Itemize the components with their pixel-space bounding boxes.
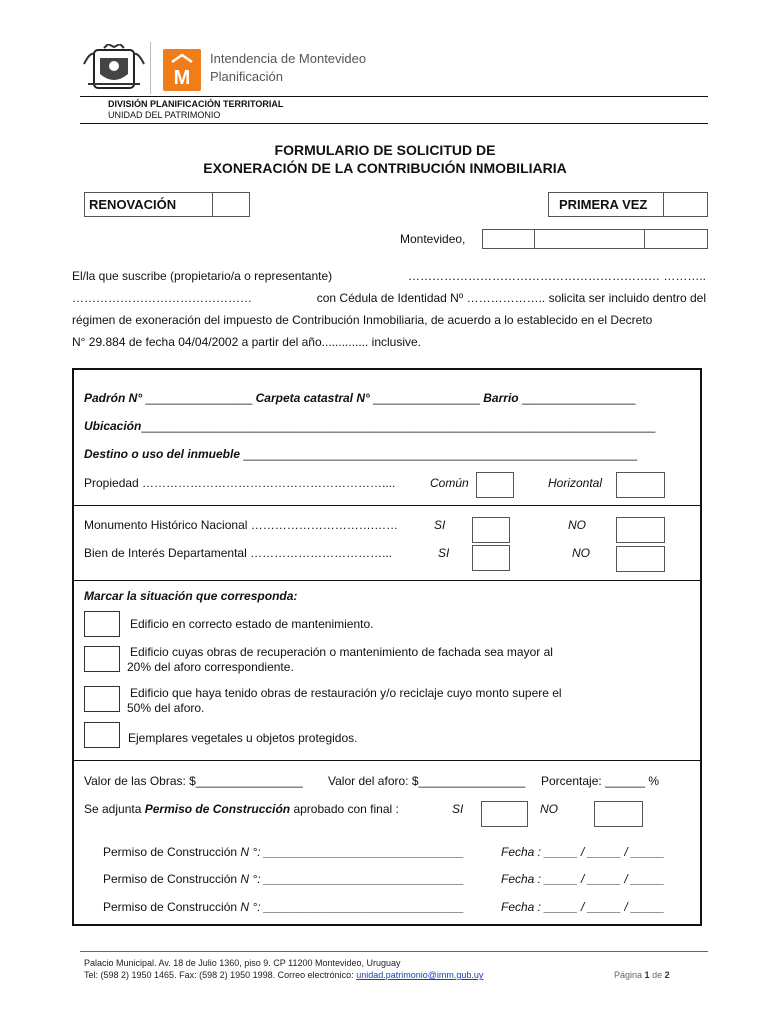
situacion-option-4: Ejemplares vegetales u objetos protegidos.	[128, 731, 358, 745]
permiso-label: Permiso de Construcción	[103, 900, 238, 914]
adjunta-no-label: NO	[540, 802, 558, 816]
intro-line3: régimen de exoneración del impuesto de Contribución Inmobiliaria, de acuerdo a lo establecido en el Decreto	[72, 313, 653, 327]
footer-rule	[80, 951, 708, 952]
intro-line1-text: El/la que suscribe (propietario/a o representante)	[72, 269, 333, 283]
padron-field[interactable]: ________________	[145, 391, 253, 405]
date-month-field[interactable]	[534, 229, 645, 249]
padron-label: Padrón N°	[84, 391, 143, 405]
carpeta-field[interactable]: ________________	[373, 391, 480, 405]
bien-si-checkbox[interactable]	[472, 545, 510, 571]
date-city-label: Montevideo,	[400, 232, 466, 246]
intro-line4: N° 29.884 de fecha 04/04/2002 a partir del año.............. inclusive.	[72, 335, 422, 349]
date-year-field[interactable]	[644, 229, 708, 249]
renovacion-checkbox[interactable]	[212, 192, 250, 217]
division-name: DIVISIÓN PLANIFICACIÓN TERRITORIAL	[108, 99, 284, 109]
adjunta-si-checkbox[interactable]	[481, 801, 528, 827]
situacion-option-2-line2: 20% del aforo correspondiente.	[127, 660, 294, 674]
situacion-option-1: Edificio en correcto estado de mantenimiento.	[130, 617, 374, 631]
form-title-line2: EXONERACIÓN DE LA CONTRIBUCIÓN INMOBILIARIA	[203, 160, 567, 176]
renovacion-label-box	[84, 192, 213, 217]
org-department: Planificación	[210, 69, 283, 84]
permiso-row-1	[103, 845, 464, 859]
padron-row	[84, 391, 635, 405]
carpeta-label: Carpeta catastral N°	[255, 391, 370, 405]
primera-vez-checkbox[interactable]	[663, 192, 708, 217]
intro-line2	[72, 287, 706, 309]
bien-no-checkbox[interactable]	[616, 546, 665, 572]
situacion-option-2-line1: Edificio cuyas obras de recuperación o mantenimiento de fachada sea mayor al	[130, 645, 553, 659]
page-of: de	[652, 970, 663, 980]
permiso-number-field[interactable]: N °: ______________________________	[240, 845, 465, 859]
footer-contact-text: Tel: (598 2) 1950 1465. Fax: (598 2) 1950 1998. Correo electrónico:	[84, 970, 354, 980]
comun-label: Común	[430, 476, 469, 490]
permiso-fecha-field[interactable]: Fecha : _____ / _____ / _____	[501, 845, 665, 859]
bien-no-label: NO	[572, 546, 590, 560]
page-number	[614, 970, 670, 980]
barrio-label: Barrio	[483, 391, 519, 405]
primera-vez-label: PRIMERA VEZ	[559, 197, 648, 212]
unit-name: UNIDAD DEL PATRIMONIO	[108, 110, 221, 120]
adjunta-no-checkbox[interactable]	[594, 801, 643, 827]
header-rule-bottom	[80, 123, 708, 124]
ubicacion-field[interactable]: _____________________________________________________________________________	[141, 419, 656, 433]
intro-line1	[72, 265, 706, 287]
date-day-field[interactable]	[482, 229, 535, 249]
monumento-no-label: NO	[568, 518, 586, 532]
situacion-option-3-line1: Edificio que haya tenido obras de restauración y/o reciclaje cuyo monto supere el	[130, 686, 562, 700]
valor-obras-field[interactable]: Valor de las Obras: $________________	[84, 774, 303, 788]
org-name: Intendencia de Montevideo	[210, 51, 367, 66]
page-total: 2	[664, 970, 670, 980]
logo-letter: M	[173, 67, 191, 89]
monumento-si-checkbox[interactable]	[472, 517, 510, 543]
page-current: 1	[644, 970, 650, 980]
adjunta-permiso-row	[84, 802, 399, 816]
permiso-number-field[interactable]: N °: ______________________________	[240, 900, 465, 914]
footer-email-link[interactable]: unidad.patrimonio@imm.gub.uy	[356, 970, 484, 980]
situacion-heading: Marcar la situación que corresponda:	[84, 589, 298, 603]
permiso-label: Permiso de Construcción	[103, 845, 238, 859]
header-rule-top	[80, 96, 708, 97]
situacion-option-2	[127, 645, 553, 675]
permiso-row-3	[103, 900, 464, 914]
intro-line2-text: con Cédula de Identidad Nº ……………….. solicita ser incluido dentro del	[316, 291, 706, 305]
adjunta-si-label: SI	[452, 802, 464, 816]
situacion-checkbox-1[interactable]	[84, 611, 120, 637]
adjunta-permiso-label: Permiso de Construcción	[144, 802, 291, 816]
section-separator-2	[72, 580, 702, 581]
situacion-option-3	[127, 686, 562, 716]
permiso-fecha-field[interactable]: Fecha : _____ / _____ / _____	[501, 872, 665, 886]
horizontal-label: Horizontal	[548, 476, 603, 490]
monumento-no-checkbox[interactable]	[616, 517, 665, 543]
section-separator-3	[72, 760, 702, 761]
destino-row	[84, 447, 637, 461]
propiedad-label: Propiedad ……………………………………………………....	[84, 476, 396, 490]
footer-address: Palacio Municipal. Av. 18 de Julio 1360, piso 9. CP 11200 Montevideo, Uruguay	[84, 958, 401, 968]
porcentaje-field[interactable]: Porcentaje: ______ %	[541, 774, 660, 788]
section-separator-1	[72, 505, 702, 506]
bien-label: Bien de Interés Departamental ……………………………...	[84, 546, 393, 560]
page-label: Página	[614, 970, 643, 980]
permiso-label: Permiso de Construcción	[103, 872, 238, 886]
footer-contact	[84, 970, 483, 980]
valor-aforo-field[interactable]: Valor del aforo: $________________	[328, 774, 526, 788]
monumento-si-label: SI	[434, 518, 446, 532]
form-title-line1: FORMULARIO DE SOLICITUD DE	[274, 142, 496, 158]
comun-checkbox[interactable]	[476, 472, 514, 498]
adjunta-post: aprobado con final :	[293, 802, 399, 816]
adjunta-pre: Se adjunta	[84, 802, 142, 816]
intendencia-m-logo	[163, 49, 201, 91]
situacion-checkbox-3[interactable]	[84, 686, 120, 712]
ubicacion-label: Ubicación	[84, 419, 142, 433]
barrio-field[interactable]: _________________	[521, 391, 636, 405]
situacion-option-3-line2: 50% del aforo.	[127, 701, 205, 715]
situacion-checkbox-2[interactable]	[84, 646, 120, 672]
renovacion-label: RENOVACIÓN	[89, 197, 177, 212]
bien-si-label: SI	[438, 546, 450, 560]
header-divider	[150, 42, 151, 94]
coat-of-arms-logo	[80, 44, 148, 94]
permiso-number-field[interactable]: N °: ______________________________	[240, 872, 465, 886]
destino-label: Destino o uso del inmueble	[84, 447, 241, 461]
intro-line2-dots: ………………………………………	[72, 291, 252, 305]
intro-line1-dots: ……………………………………………………… ………..	[407, 269, 706, 283]
destino-field[interactable]: ___________________________________________________________	[243, 447, 638, 461]
permiso-fecha-field[interactable]: Fecha : _____ / _____ / _____	[501, 900, 665, 914]
monumento-label: Monumento Histórico Nacional ………………………….……	[84, 518, 399, 532]
horizontal-checkbox[interactable]	[616, 472, 665, 498]
ubicacion-row	[84, 419, 655, 433]
situacion-checkbox-4[interactable]	[84, 722, 120, 748]
permiso-row-2	[103, 872, 464, 886]
primera-vez-label-box	[548, 192, 664, 217]
